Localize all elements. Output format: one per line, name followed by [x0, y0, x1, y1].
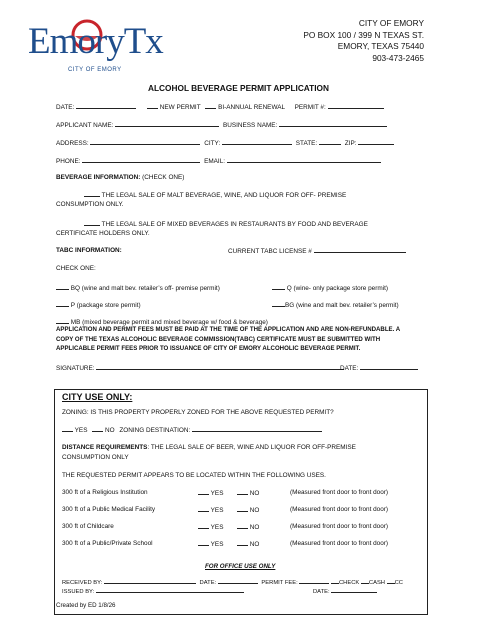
phone-label: PHONE:	[56, 158, 81, 165]
zoning-destination-label: ZONING DESTINATION:	[119, 427, 191, 434]
beverage-option-2-text: THE LEGAL SALE OF MIXED BEVERAGES IN RESTAURANTS BY FOOD AND BEVERAGE	[101, 221, 368, 228]
received-date-field[interactable]	[218, 578, 258, 584]
new-permit-label: NEW PERMIT	[159, 104, 201, 111]
cc-label: CC	[394, 580, 403, 586]
q-label: Q (wine- only package store permit)	[286, 285, 389, 292]
received-row	[62, 578, 403, 586]
tabc-license-row	[228, 247, 406, 255]
issued-date-field[interactable]	[331, 587, 377, 593]
beverage-option-2	[84, 220, 368, 228]
email-field[interactable]	[227, 157, 381, 163]
issued-by-field[interactable]	[96, 587, 244, 593]
distance-row-no[interactable]	[237, 506, 259, 514]
beverage-option-1	[84, 191, 346, 199]
distance-row-yes[interactable]	[198, 523, 223, 531]
zoning-question: ZONING: IS THIS PROPERTY PROPERLY ZONED FOR THE ABOVE REQUESTED PERMIT?	[62, 409, 334, 416]
zoning-no-checkbox[interactable]	[92, 426, 103, 432]
zoning-no-label: NO	[105, 427, 115, 434]
no-label: NO	[249, 524, 260, 531]
yes-label: YES	[210, 524, 224, 531]
tabc-license-field[interactable]	[314, 247, 406, 253]
yes-label: YES	[210, 541, 224, 548]
logo-subtext: CITY OF EMORY	[68, 67, 122, 73]
distance-row-label: 300 ft of a Public/Private School	[62, 540, 153, 547]
renewal-checkbox[interactable]	[205, 103, 216, 109]
bq-checkbox[interactable]	[56, 284, 69, 290]
beverage-option-2-text-cont: CERTIFICATE HOLDERS ONLY.	[56, 230, 150, 237]
q-checkbox[interactable]	[272, 284, 285, 290]
address-row	[56, 139, 394, 147]
city-logo	[28, 12, 178, 76]
issued-by-label: ISSUED BY:	[62, 589, 95, 595]
location-statement: THE REQUESTED PERMIT APPEARS TO BE LOCATED WITHIN THE FOLLOWING USES.	[62, 472, 326, 479]
beverage-heading-label: BEVERAGE INFORMATION:	[56, 174, 141, 181]
beverage-heading-note: (CHECK ONE)	[142, 174, 185, 181]
beverage-option-2-checkbox[interactable]	[84, 220, 100, 226]
check-checkbox[interactable]	[331, 578, 339, 584]
distance-row-note: (Measured front door to front door)	[290, 506, 389, 513]
beverage-heading	[56, 174, 184, 181]
phone-row	[56, 157, 381, 165]
tabc-option-q	[272, 284, 388, 292]
date-row	[56, 103, 136, 111]
applicant-field[interactable]	[115, 121, 219, 127]
received-date-label: DATE:	[199, 580, 217, 586]
fee-notice-line: COPY OF THE TEXAS ALCOHOLIC BEVERAGE COMMISSION(TABC) CERTIFICATE MUST BE SUBMITTED WITH	[56, 335, 381, 343]
email-label: EMAIL:	[204, 158, 226, 165]
office-use-title: FOR OFFICE USE ONLY	[205, 563, 276, 570]
address-line: 903-473-2465	[372, 52, 424, 63]
permit-fee-label: PERMIT FEE:	[261, 580, 298, 586]
distance-row-no[interactable]	[237, 540, 259, 548]
yes-label: YES	[210, 507, 224, 514]
applicant-row	[56, 121, 387, 129]
permit-type-row	[147, 103, 384, 111]
distance-label: DISTANCE REQUIREMENTS	[62, 444, 148, 451]
distance-row-no[interactable]	[237, 489, 259, 497]
permit-fee-field[interactable]	[299, 578, 329, 584]
cash-checkbox[interactable]	[361, 578, 369, 584]
zoning-yes-checkbox[interactable]	[62, 426, 73, 432]
signature-label: SIGNATURE:	[56, 365, 95, 372]
tabc-option-p	[56, 301, 141, 309]
state-label: STATE:	[295, 140, 318, 147]
zoning-answer-row	[62, 426, 322, 434]
address-label: ADDRESS:	[56, 140, 89, 147]
distance-text-cont: CONSUMPTION ONLY	[62, 454, 129, 461]
distance-row-note: (Measured front door to front door)	[290, 523, 389, 530]
check-label: CHECK	[338, 580, 360, 586]
phone-field[interactable]	[82, 157, 200, 163]
zip-label: ZIP:	[344, 140, 357, 147]
distance-row-label: 300 ft of a Religious Institution	[62, 489, 148, 496]
zoning-yes-label: YES	[74, 427, 88, 434]
signature-row	[56, 364, 344, 372]
distance-row-note: (Measured front door to front door)	[290, 489, 389, 496]
distance-row-yes[interactable]	[198, 540, 223, 548]
permit-number-label: PERMIT #:	[294, 104, 326, 111]
tabc-option-bq	[56, 284, 220, 292]
distance-row-no[interactable]	[237, 523, 259, 531]
mb-label: MB (mixed beverage permit and mixed beverage w/ food & beverage)	[70, 319, 268, 326]
p-label: P (package store permit)	[70, 302, 141, 309]
beverage-option-1-checkbox[interactable]	[84, 191, 100, 197]
fee-notice-line: APPLICABLE PERMIT FEES PRIOR TO ISSUANCE OF CITY OF EMORY ALCOHOLIC BEVERAGE PERMIT.	[56, 345, 361, 352]
address-block	[303, 18, 424, 64]
yes-label: YES	[210, 490, 224, 497]
no-label: NO	[249, 507, 260, 514]
distance-row-label: 300 ft of a Public Medical Facility	[62, 506, 156, 513]
cash-label: CASH	[368, 580, 385, 586]
received-by-field[interactable]	[104, 578, 196, 584]
signature-date-label: DATE:	[340, 365, 359, 372]
distance-row-yes[interactable]	[198, 489, 223, 497]
business-label: BUSINESS NAME:	[222, 122, 278, 129]
page-title: ALCOHOL BEVERAGE PERMIT APPLICATION	[148, 83, 330, 93]
tabc-license-label: CURRENT TABC LICENSE #	[228, 248, 312, 255]
tabc-heading: TABC INFORMATION:	[56, 247, 122, 254]
fee-notice	[56, 325, 400, 354]
distance-requirements	[62, 444, 356, 451]
beverage-option-1-text-cont: CONSUMPTION ONLY.	[56, 201, 124, 208]
bg-label: BG (wine and malt bev. retailer’s permit)	[285, 302, 399, 309]
address-line: PO BOX 100 / 399 N TEXAS ST.	[303, 29, 424, 40]
zip-field[interactable]	[358, 139, 394, 145]
mb-checkbox[interactable]	[56, 318, 69, 324]
check-one-label: CHECK ONE:	[56, 265, 96, 272]
business-field[interactable]	[279, 121, 387, 127]
distance-row-label: 300 ft of Childcare	[62, 523, 114, 530]
issued-date-row	[313, 587, 377, 595]
footer-created-by: Created by ED 1/8/26	[56, 602, 116, 609]
new-permit-checkbox[interactable]	[147, 103, 158, 109]
permit-number-field[interactable]	[328, 103, 384, 109]
city-field[interactable]	[222, 139, 292, 145]
address-field[interactable]	[90, 139, 200, 145]
date-label: DATE:	[56, 104, 75, 111]
renewal-label: BI-ANNUAL RENEWAL	[218, 104, 285, 111]
address-line: EMORY, TEXAS 75440	[337, 41, 424, 51]
distance-row-yes[interactable]	[198, 506, 223, 514]
signature-date-row	[340, 364, 418, 372]
zoning-destination-field[interactable]	[192, 426, 322, 432]
fee-notice-line: APPLICATION AND PERMIT FEES MUST BE PAID AT THE TIME OF THE APPLICATION AND ARE NON-REFUNDABLE. A	[56, 326, 401, 333]
state-field[interactable]	[319, 139, 341, 145]
address-line: CITY OF EMORY	[358, 18, 424, 28]
no-label: NO	[249, 541, 260, 548]
bq-label: BQ (wine and malt bev. retailer’s off- premise permit)	[70, 285, 220, 292]
logo-text: EmoryTx	[28, 21, 163, 62]
cc-checkbox[interactable]	[387, 578, 395, 584]
beverage-option-1-text: THE LEGAL SALE OF MALT BEVERAGE, WINE, AND LIQUOR FOR OFF- PREMISE	[101, 192, 347, 199]
city-label: CITY:	[204, 140, 221, 147]
no-label: NO	[249, 490, 260, 497]
date-field[interactable]	[76, 103, 136, 109]
p-checkbox[interactable]	[56, 301, 69, 307]
signature-date-field[interactable]	[360, 364, 418, 370]
bg-checkbox[interactable]	[272, 301, 285, 307]
distance-row-note: (Measured front door to front door)	[290, 540, 389, 547]
applicant-label: APPLICANT NAME:	[56, 122, 114, 129]
issued-date-label: DATE:	[313, 589, 330, 595]
tabc-option-bg	[272, 301, 399, 309]
received-by-label: RECEIVED BY:	[62, 580, 103, 586]
city-use-title: CITY USE ONLY:	[62, 392, 133, 402]
signature-field[interactable]	[96, 364, 344, 370]
issued-row	[62, 587, 244, 595]
distance-text: : THE LEGAL SALE OF BEER, WINE AND LIQUOR FOR OFF-PREMISE	[147, 444, 356, 451]
